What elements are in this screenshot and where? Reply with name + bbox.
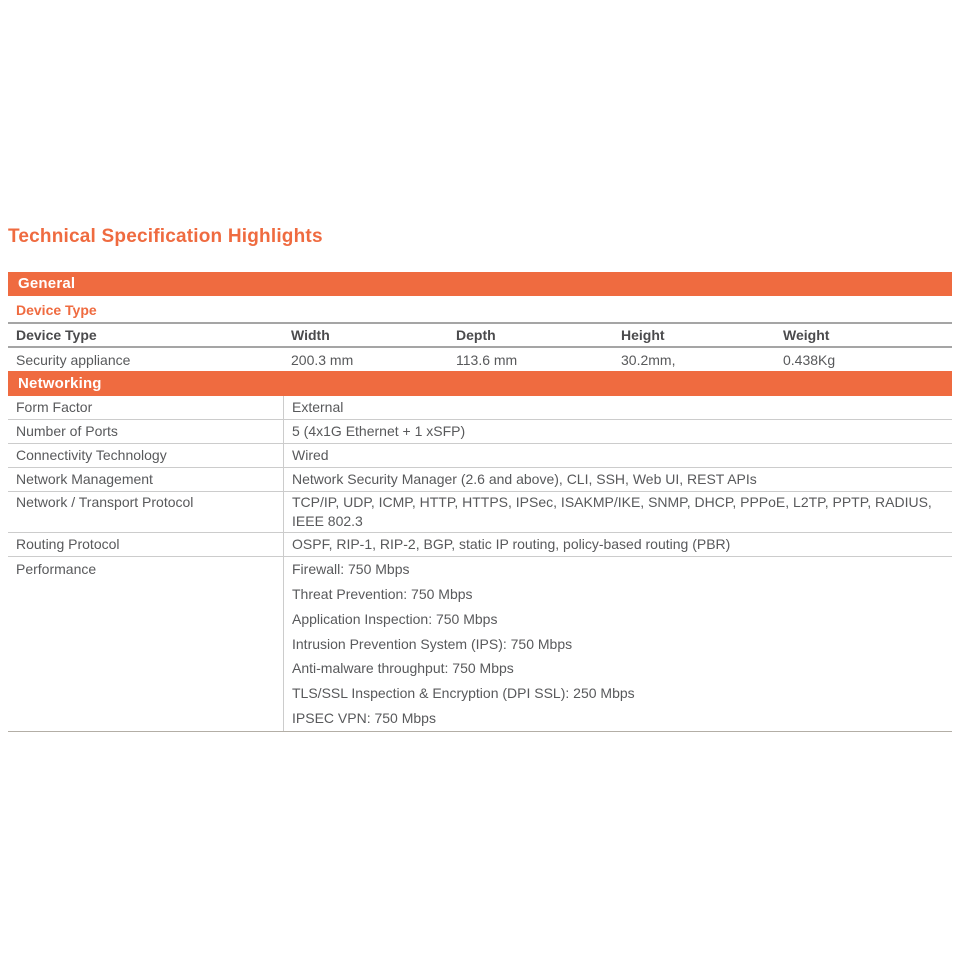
column-header-device-type: Device Type bbox=[16, 327, 97, 343]
networking-spec-table bbox=[8, 396, 952, 732]
subsection-device-type: Device Type bbox=[16, 302, 97, 318]
dimensions-table-header-row bbox=[8, 324, 952, 348]
performance-line-ips: Intrusion Prevention System (IPS): 750 Mbps bbox=[292, 635, 573, 652]
page-title: Technical Specification Highlights bbox=[8, 226, 323, 247]
spec-value: TCP/IP, UDP, ICMP, HTTP, HTTPS, IPSec, ISAKMP/IKE, SNMP, DHCP, PPPoE, L2TP, PPTP, RADIUS, IEEE 802.3 bbox=[283, 492, 952, 532]
spec-label: Routing Protocol bbox=[16, 536, 120, 552]
spec-value: External bbox=[283, 396, 952, 419]
performance-line-firewall: Firewall: 750 Mbps bbox=[292, 561, 410, 577]
spec-label: Form Factor bbox=[16, 399, 93, 415]
spec-row-routing-protocol bbox=[8, 533, 952, 557]
section-header-networking-label: Networking bbox=[18, 375, 102, 392]
column-header-weight: Weight bbox=[783, 327, 830, 343]
spec-row-performance bbox=[8, 557, 952, 732]
spec-value: Wired bbox=[283, 444, 952, 467]
spec-value: OSPF, RIP-1, RIP-2, BGP, static IP routing, policy-based routing (PBR) bbox=[283, 533, 952, 556]
spec-value-group bbox=[283, 557, 952, 731]
spec-label: Performance bbox=[16, 561, 97, 577]
section-header-general bbox=[8, 272, 952, 296]
section-general bbox=[8, 272, 952, 371]
cell-depth: 113.6 mm bbox=[456, 351, 518, 368]
spec-row-network-transport-protocol bbox=[8, 492, 952, 533]
spec-row-connectivity-technology bbox=[8, 444, 952, 468]
cell-device-type: Security appliance bbox=[16, 351, 131, 368]
section-header-networking bbox=[8, 371, 952, 396]
spec-row-form-factor bbox=[8, 396, 952, 420]
spec-label: Network / Transport Protocol bbox=[16, 494, 194, 510]
performance-line-tls-ssl: TLS/SSL Inspection & Encryption (DPI SSL): 250 Mbps bbox=[292, 685, 635, 702]
spec-row-number-of-ports bbox=[8, 420, 952, 444]
dimensions-table bbox=[8, 322, 952, 371]
spec-row-network-management bbox=[8, 468, 952, 492]
performance-line-application-inspection: Application Inspection: 750 Mbps bbox=[292, 610, 498, 627]
column-header-width: Width bbox=[291, 327, 330, 343]
cell-height: 30.2mm, bbox=[621, 351, 676, 368]
spec-value: Network Security Manager (2.6 and above), CLI, SSH, Web UI, REST APIs bbox=[283, 468, 952, 491]
spec-label: Connectivity Technology bbox=[16, 447, 167, 463]
performance-line-anti-malware: Anti-malware throughput: 750 Mbps bbox=[292, 660, 514, 677]
spec-sheet-content bbox=[8, 226, 952, 732]
cell-width: 200.3 mm bbox=[291, 351, 354, 368]
section-header-general-label: General bbox=[18, 275, 76, 292]
section-networking bbox=[8, 371, 952, 732]
spec-label: Network Management bbox=[16, 471, 153, 487]
spec-label: Number of Ports bbox=[16, 423, 118, 439]
column-header-depth: Depth bbox=[456, 327, 496, 343]
column-header-height: Height bbox=[621, 327, 665, 343]
spec-value: 5 (4x1G Ethernet + 1 xSFP) bbox=[283, 420, 952, 443]
performance-line-ipsec-vpn: IPSEC VPN: 750 Mbps bbox=[292, 710, 436, 727]
table-row bbox=[8, 348, 952, 371]
cell-weight: 0.438Kg bbox=[783, 351, 836, 368]
performance-line-threat-prevention: Threat Prevention: 750 Mbps bbox=[292, 585, 473, 602]
